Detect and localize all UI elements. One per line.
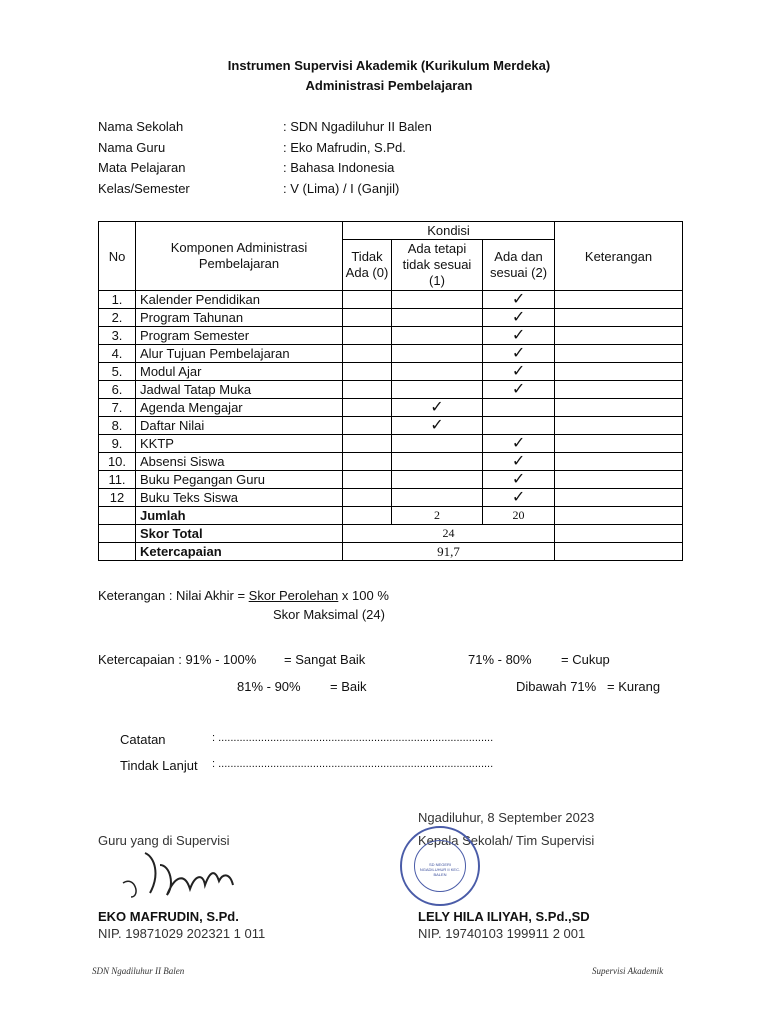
check-icon: ✓ [483,291,555,309]
row-keterangan [555,381,683,399]
row-no: 1. [99,291,136,309]
jumlah-label: Jumlah [136,507,343,525]
formula-suffix: x 100 % [338,588,389,603]
row-component: Jadwal Tatap Muka [136,381,343,399]
table-row [99,291,683,309]
formula-line [98,588,389,603]
jumlah-col2: 20 [483,507,555,525]
footer-left: SDN Ngadiluhur II Balen [92,966,185,976]
official-seal-icon [400,826,480,906]
table-row [99,417,683,435]
scale-cukup: = Cukup [561,652,610,667]
row-keterangan [555,417,683,435]
score-cell-0 [343,471,392,489]
tindak-lanjut-value: : .......................................................................................... [212,758,494,770]
score-cell-1 [392,471,483,489]
left-nip: NIP. 19871029 202321 1 011 [98,926,266,941]
score-cell-1 [392,363,483,381]
check-icon: ✓ [483,309,555,327]
footer-right: Supervisi Akademik [592,966,664,976]
score-cell-0 [343,309,392,327]
row-keterangan [555,471,683,489]
row-component: Modul Ajar [136,363,343,381]
skor-total-value: 24 [343,525,555,543]
skor-total-row [99,525,683,543]
scale-cukup-range: 71% - 80% [468,652,532,667]
table-row [99,381,683,399]
row-no: 6. [99,381,136,399]
row-component: Buku Teks Siswa [136,489,343,507]
header-keterangan: Keterangan [555,222,683,291]
score-cell-1 [392,453,483,471]
row-keterangan [555,453,683,471]
table-row [99,489,683,507]
check-icon: ✓ [392,399,483,417]
row-component: KKTP [136,435,343,453]
info-value-class: : V (Lima) / I (Ganjil) [283,181,400,196]
ketercapaian-label: Ketercapaian [136,543,343,561]
row-keterangan [555,345,683,363]
row-no: 9. [99,435,136,453]
score-cell-0 [343,345,392,363]
document-title: Instrumen Supervisi Akademik (Kurikulum Merdeka) [227,58,551,73]
row-component: Agenda Mengajar [136,399,343,417]
table-body [99,291,683,507]
check-icon: ✓ [483,489,555,507]
check-icon: ✓ [483,363,555,381]
scale-baik-range: 81% - 90% [237,679,301,694]
score-cell-1 [392,435,483,453]
row-no: 5. [99,363,136,381]
row-keterangan [555,363,683,381]
score-cell-1 [392,381,483,399]
header-no: No [99,222,136,291]
score-cell-0 [343,453,392,471]
tindak-lanjut-label: Tindak Lanjut [120,758,198,773]
row-component: Program Tahunan [136,309,343,327]
info-label-class: Kelas/Semester [98,181,190,196]
left-name: EKO MAFRUDIN, S.Pd. [98,909,239,924]
score-cell-0 [343,291,392,309]
row-no: 8. [99,417,136,435]
info-value-teacher: : Eko Mafrudin, S.Pd. [283,140,406,155]
header-col-2: Ada dan sesuai (2) [483,240,555,291]
row-no: 4. [99,345,136,363]
row-component: Absensi Siswa [136,453,343,471]
row-keterangan [555,435,683,453]
catatan-label: Catatan [120,732,166,747]
row-component: Buku Pegangan Guru [136,471,343,489]
row-keterangan [555,489,683,507]
check-icon: ✓ [483,345,555,363]
ketercapaian-row [99,543,683,561]
header-col-1: Ada tetapi tidak sesuai (1) [392,240,483,291]
right-nip: NIP. 19740103 199911 2 001 [418,926,586,941]
check-icon: ✓ [483,327,555,345]
table-row [99,309,683,327]
score-cell-2 [483,399,555,417]
score-cell-1 [392,327,483,345]
score-cell-2 [483,417,555,435]
ketercapaian-value: 91,7 [343,543,555,561]
info-value-school: : SDN Ngadiluhur II Balen [283,119,432,134]
left-role: Guru yang di Supervisi [98,833,230,848]
score-cell-1 [392,489,483,507]
scale-kurang-range: Dibawah 71% [516,679,597,694]
check-icon: ✓ [483,435,555,453]
scale-baik: = Baik [330,679,367,694]
score-cell-0 [343,327,392,345]
left-signature-icon [115,845,255,905]
score-cell-0 [343,435,392,453]
table-row [99,399,683,417]
row-component: Kalender Pendidikan [136,291,343,309]
jumlah-col1: 2 [392,507,483,525]
skor-total-label: Skor Total [136,525,343,543]
row-no: 11. [99,471,136,489]
table-row [99,453,683,471]
table-row [99,471,683,489]
info-label-subject: Mata Pelajaran [98,160,186,175]
score-cell-1 [392,345,483,363]
check-icon: ✓ [483,453,555,471]
scale-sangat-baik-range: Ketercapaian : 91% - 100% [98,652,257,667]
formula-numerator: Skor Perolehan [248,588,339,603]
table-row [99,345,683,363]
document-subtitle: Administrasi Pembelajaran [305,78,473,93]
right-name: LELY HILA ILIYAH, S.Pd.,SD [418,909,590,924]
table-row [99,327,683,345]
table-row [99,435,683,453]
row-component: Daftar Nilai [136,417,343,435]
place-date: Ngadiluhur, 8 September 2023 [418,810,595,825]
header-component: Komponen Administrasi Pembelajaran [136,222,343,291]
score-cell-0 [343,417,392,435]
row-keterangan [555,291,683,309]
score-cell-1 [392,309,483,327]
row-keterangan [555,327,683,345]
jumlah-row [99,507,683,525]
row-no: 12 [99,489,136,507]
row-component: Program Semester [136,327,343,345]
catatan-value: : .......................................................................................... [212,732,494,744]
supervision-table [98,221,683,561]
score-cell-0 [343,363,392,381]
scale-sangat-baik: = Sangat Baik [284,652,366,667]
row-no: 2. [99,309,136,327]
row-keterangan [555,399,683,417]
header-col-0: Tidak Ada (0) [343,240,392,291]
check-icon: ✓ [392,417,483,435]
info-label-teacher: Nama Guru [98,140,166,155]
score-cell-1 [392,291,483,309]
row-component: Alur Tujuan Pembelajaran [136,345,343,363]
check-icon: ✓ [483,381,555,399]
row-no: 10. [99,453,136,471]
score-cell-0 [343,399,392,417]
seal-text: SD NEGERI NGADILUHUR II KEC. BALEN [419,862,461,877]
right-role: Kepala Sekolah/ Tim Supervisi [418,833,595,848]
formula-prefix: Keterangan : Nilai Akhir = [98,588,249,603]
info-label-school: Nama Sekolah [98,119,184,134]
scale-kurang: = Kurang [607,679,661,694]
score-cell-0 [343,489,392,507]
row-keterangan [555,309,683,327]
formula-denominator: Skor Maksimal (24) [273,607,385,622]
info-value-subject: : Bahasa Indonesia [283,160,395,175]
table-row [99,363,683,381]
score-cell-0 [343,381,392,399]
row-no: 3. [99,327,136,345]
header-kondisi: Kondisi [343,222,555,240]
row-no: 7. [99,399,136,417]
check-icon: ✓ [483,471,555,489]
